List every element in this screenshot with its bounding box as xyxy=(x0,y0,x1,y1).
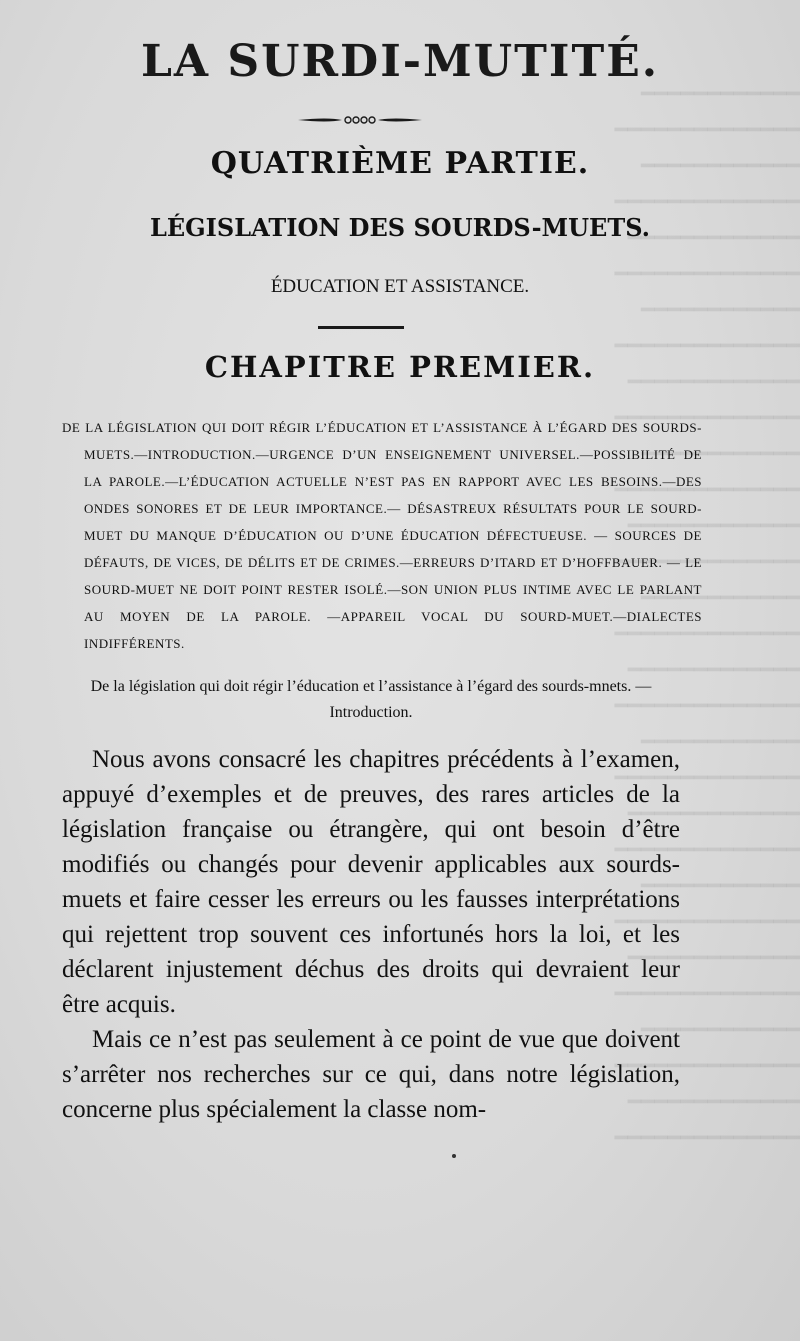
page-title: LA SURDI-MUTITÉ. xyxy=(140,36,660,87)
paragraph: Mais ce n’est pas seulement à ce point de vue que doivent s’arrêter nos recherches sur ce qui, dans notre législation, concerne plus spécialement la classe nom- xyxy=(62,1026,680,1123)
paragraph: Nous avons consacré les chapitres précédents à l’examen, appuyé d’exemples et de preuves, des rares articles de la législation française ou étrangère, qui ont besoin d’être modifiés ou changés pour devenir applicables aux sourds-muets et faire cesser les erreurs ou les fausses interprétations qui rejettent trop souvent ces infortunés hors la loi, et les déclarent injustement déchus des droits qui devraient leur être acquis. xyxy=(62,746,680,1018)
bleed-through-text: ━━━━━━━━━━━━ ━━━━━━━━━━━━━━ ━━━━━━━━━━━━ ━━━━━━━━━━━━━━ ━━━━━━━━━━━━━ ━━━━━━━━━━━━━━ ━━━━━━━━━━━━ ━━━━━━━━━━━━━━ ━━━━━━━━━━━━━ ━━━━━━━━━━━━━━ ━━━━━━━━━━━━ ━━━━━━━━━━━━━━ ━━━━━━━━━━━━━ ━━━━━━━━━━━━━━ ━━━━━━━━━━━━ ━━━━━━━━━━━━━━ ━━━━━━━━━━━━━ ━━━━━━━━━━━━━━ ━━━━━━━━━━━━ ━━━━━━━━━━━━━━ ━━━━━━━━━━━━━ ━━━━━━━━━━━━━━ ━━━━━━━━━━━━ ━━━━━━━━━━━━━━ ━━━━━━━━━━━━━ ━━━━━━━━━━━━━━ ━━━━━━━━━━━━ ━━━━━━━━━━━━━━ ━━━━━━━━━━━━━ ━━━━━━━━━━━━━━ xyxy=(614,81,800,1150)
chapter-heading: CHAPITRE PREMIER. xyxy=(204,350,596,384)
chapter-summary: DE LA LÉGISLATION QUI DOIT RÉGIR L’ÉDUCATION ET L’ASSISTANCE À L’ÉGARD DES SOURDS-MUETS.—INTRODUCTION.—URGENCE D’UN ENSEIGNEMENT UNIVERSEL.—POSSIBILITÉ DE LA PAROLE.—L’ÉDUCATION ACTUELLE N’EST PAS EN RAPPORT AVEC LES BESOINS.—DES ONDES SONORES ET DE LEUR IMPORTANCE.— DÉSASTREUX RÉSULTATS POUR LE SOURD-MUET DU MANQUE D’ÉDUCATION OU D’UNE ÉDUCATION DÉFECTUEUSE. — SOURCES DE DÉFAUTS, DE VICES, DE DÉLITS ET DE CRIMES.—ERREURS D’ITARD ET D’HOFFBAUER. — LE SOURD-MUET NE DOIT POINT RESTER ISOLÉ.—SON UNION PLUS INTIME AVEC LE PARLANT AU MOYEN DE LA PAROLE. —APPAREIL VOCAL DU SOURD-MUET.—DIALECTES INDIFFÉRENTS. xyxy=(62,420,702,651)
divider-rule xyxy=(318,326,404,329)
subsection-heading: ÉDUCATION ET ASSISTANCE. xyxy=(270,276,530,297)
body-text xyxy=(62,742,680,1127)
ornament-divider-icon xyxy=(298,114,422,126)
ink-speck xyxy=(452,1154,456,1158)
section-heading: LÉGISLATION DES SOURDS-MUETS. xyxy=(149,213,651,242)
summary-section-title: De la législation qui doit régir l’éducation et l’assistance à l’égard des sourds-mnets. —Introduction. xyxy=(90,678,652,721)
part-heading: QUATRIÈME PARTIE. xyxy=(210,146,590,181)
